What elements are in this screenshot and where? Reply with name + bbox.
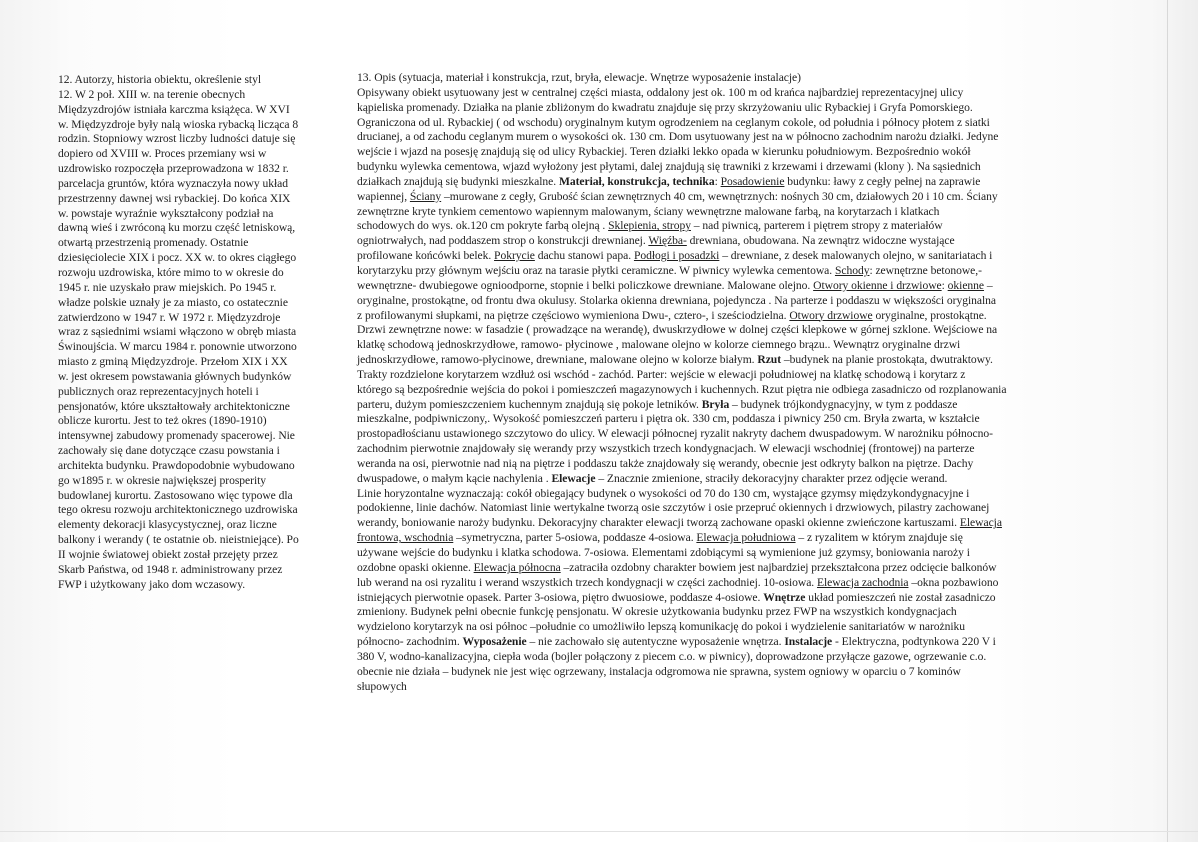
history-text-line: dziesięciolecie XIX i pocz. XX w. to okres ciągłego bbox=[58, 251, 297, 265]
history-text-line: miasto z gminą Międzyzdroje. Przełom XIX i XX bbox=[58, 355, 288, 369]
description-text-line bbox=[357, 516, 1157, 531]
text-segment: mieszkalne, podpiwniczony,. Wysokość pomieszczeń parteru i piętra ok. 330 cm, poddasza i piwnicy 250 cm. Bryła zwarta, w kształcie bbox=[357, 412, 980, 426]
description-text-line bbox=[357, 605, 1157, 620]
underlined-term: Sklepienia, stropy bbox=[608, 219, 691, 233]
text-segment: klatkę schodową jednoskrzydłowe, ramowo- płycinowe , malowane olejno w kolorze ciemnego brązu.. Wewnątrz oryginalne drzwi bbox=[357, 338, 961, 352]
text-segment: ozdobne opaski okienne. bbox=[357, 560, 474, 574]
text-segment: weranda na osi, pierwotnie nad nią na piętrze i poddaszu także znajdowały się werandy, obecnie jest odkryty balkon na piętrze. Dachy bbox=[357, 456, 974, 470]
description-text-line bbox=[357, 398, 1157, 413]
history-text-line: zatwierdzono w 1947 r. W 1972 r. Międzyzdroje bbox=[58, 310, 281, 324]
text-segment: dwuspadowe, o małym kącie nachylenia . bbox=[357, 471, 552, 485]
text-segment: parteru, dużym pomieszczeniem kuchennym znajdują się pokoje letników. bbox=[357, 397, 702, 411]
text-segment: schodowych do wys. ok.120 cm pokryte farbą olejną . bbox=[357, 219, 609, 233]
history-text-line: tego okresu rozwoju architektonicznego uzdrowiska bbox=[58, 503, 298, 517]
history-text-line: zachowały się dane dotyczące czasu powstania i bbox=[58, 444, 280, 458]
text-segment: –zatraciła ozdobny charakter bowiem jest najbardziej przekształcona przez odcięcie balkonów bbox=[560, 560, 997, 574]
history-text-line: otwartą przestrzenią promenady. Ostatnie bbox=[58, 236, 249, 250]
text-segment: budynku: ławy z cegły pełnej na zaprawie bbox=[784, 174, 981, 188]
description-text-line bbox=[357, 219, 1157, 234]
bold-heading: Materiał, konstrukcja, technika bbox=[558, 174, 715, 188]
description-text-line bbox=[357, 487, 1157, 502]
text-segment: podokienne, linie dachów. Natomiast linie wertykalne tworzą osie szczytów i osie przepruć okiennych i drzwiowych, pilastry zachowanej bbox=[357, 501, 990, 515]
description-text-line bbox=[357, 234, 1157, 249]
description-text-line bbox=[357, 71, 1157, 86]
text-segment: : bbox=[941, 278, 948, 292]
history-text-line: uzdrowisko rozpoczęła przeprowadzona w 1832 r. bbox=[58, 162, 289, 176]
text-segment: kąpieliska promenady. Działka na planie zbliżonym do kwadratu znajduje się przy skrzyżowaniu ulic Rybackiej i Gryfa Pomorskiego. bbox=[357, 100, 973, 114]
description-text-line bbox=[357, 368, 1157, 383]
description-text-line bbox=[357, 635, 1157, 650]
bold-heading: Bryła bbox=[701, 397, 730, 411]
description-text-line bbox=[357, 116, 1157, 131]
text-segment: - Elektryczna, podtynkowa 220 V i bbox=[832, 635, 996, 649]
text-segment: z profilowanymi słupkami, na piętrze częściowo wymieniona Dwu-, cztero-, i sześciodzielna. bbox=[357, 308, 790, 322]
underlined-term: Otwory okienne i drzwiowe bbox=[813, 278, 942, 292]
history-text-line: władze polskie uznały je za miasto, co ostatecznie bbox=[58, 295, 288, 309]
history-text-line: intensywnej zabudowy promenady spacerowej. Nie bbox=[58, 429, 295, 443]
description-text-line bbox=[357, 620, 1157, 635]
description-text-line bbox=[357, 279, 1157, 294]
description-text-line bbox=[357, 249, 1157, 264]
text-segment: północno- zachodnim. bbox=[357, 635, 463, 649]
history-text-line: rodzin. Stopniowy wzrost liczby ludności datuje się bbox=[58, 132, 296, 146]
text-segment: wejście i wjazd na posesję znajdują się od ulicy Rybackiej. Teren działki lekko opada w kierunku południowym. Bezpośrednio wokół bbox=[357, 145, 971, 159]
page-edge-right bbox=[1167, 0, 1168, 842]
text-segment: Drzwi zewnętrzne nowe: w fasadzie ( prowadzące na werandę), dwuskrzydłowe w dolnej części klepkowe w górnej szklone. Wejściowe na bbox=[357, 323, 998, 337]
underlined-term: Elewacja północna bbox=[473, 560, 561, 574]
underlined-term: Otwory drzwiowe bbox=[789, 308, 873, 322]
history-text-line: architekta budynku. Prawdopodobnie wybudowano bbox=[58, 458, 295, 472]
history-text-line: pensjonatów, które ukształtowały architektoniczne bbox=[58, 399, 290, 413]
description-text-line bbox=[357, 323, 1157, 338]
text-segment: zmieniony. Budynek pełni obecnie funkcję pensjonatu. W okresie użytkowania budynku przez FWP na wszystkich kondygnacjach bbox=[357, 605, 957, 619]
description-text-line bbox=[357, 427, 1157, 442]
text-segment: drewniana, obudowana. Na zewnątrz widoczne wystające bbox=[686, 234, 955, 248]
description-text-line bbox=[357, 145, 1157, 160]
history-text-line: w. Międzyzdroje były nalą wioska rybacką licząca 8 bbox=[58, 117, 299, 131]
description-text-line bbox=[357, 190, 1157, 205]
bold-heading: Rzut bbox=[757, 353, 782, 367]
underlined-term: Elewacja bbox=[959, 516, 1002, 530]
description-text-line bbox=[357, 546, 1157, 561]
description-text-line bbox=[357, 130, 1157, 145]
text-segment: układ pomieszczeń nie został zasadniczo bbox=[805, 590, 996, 604]
history-text-line: 12. Autorzy, historia obiektu, określenie styl bbox=[58, 73, 262, 86]
history-text-line: rozwoju uzdrowiska, które mimo to w okresie do bbox=[58, 265, 284, 279]
description-text-line bbox=[357, 412, 1157, 427]
text-segment: wewnętrzne- dwubiegowe ognioodporne, stopnie i belki policzkowe drewniane. Malowane olejno. bbox=[357, 278, 814, 292]
text-segment: słupowych bbox=[357, 679, 407, 693]
history-text-line: budowlanej kurortu. Zastosowano więc typowe dla bbox=[58, 488, 293, 502]
text-segment: 13. Opis (sytuacja, materiał i konstrukcja, rzut, bryła, elewacje. Wnętrze wyposażenie instalacje) bbox=[357, 71, 801, 84]
bold-heading: Elewacje bbox=[551, 471, 596, 485]
text-segment: oryginalne, prostokątne, od frontu dwa okulusy. Stolarka okienna drewniana, pojedyncza . Na parterze i poddaszu w większości oryginalna bbox=[357, 293, 996, 307]
description-column bbox=[357, 71, 1157, 694]
description-text-line bbox=[357, 472, 1157, 487]
description-text-line bbox=[357, 680, 1157, 695]
history-text-line: II wojnie światowej obiekt został przejęty przez bbox=[58, 548, 278, 561]
description-text-line bbox=[357, 457, 1157, 472]
history-text-line: 12. W 2 poł. XIII w. na terenie obecnych bbox=[58, 87, 246, 101]
history-column bbox=[58, 73, 358, 593]
page-edge-bottom bbox=[0, 831, 1198, 832]
text-segment: – nie zachowało się autentyczne wyposażenie wnętrza. bbox=[526, 635, 785, 649]
text-segment: wapiennej, bbox=[357, 189, 410, 203]
text-segment: używane wejście do budynku i klatka schodowa. 7-osiowa. Elementami zdobiącymi są wymienione już gzymsy, boniowania naroży i bbox=[357, 546, 970, 559]
history-text-line: oblicze kurortu. Jest to też okres (1890-1910) bbox=[58, 414, 267, 428]
text-segment: Ograniczona od ul. Rybackiej ( od wschodu) oryginalnym kutym ogrodzeniem na ceglanym cokole, od południa i północy płotem z siatki bbox=[357, 115, 990, 129]
description-text-line bbox=[357, 101, 1157, 116]
description-text-line bbox=[357, 205, 1157, 220]
description-text-line bbox=[357, 160, 1157, 175]
text-segment: Linie horyzontalne wyznaczają: cokół obiegający budynek o wysokości od 70 do 130 cm, wystające gzymsy międzykondygnacyjne i bbox=[357, 486, 970, 500]
underlined-term: okienne bbox=[947, 278, 985, 292]
description-text-line bbox=[357, 383, 1157, 398]
description-text-line bbox=[357, 264, 1157, 279]
underlined-term: Elewacja południowa bbox=[696, 531, 796, 545]
description-text-line bbox=[357, 175, 1157, 190]
text-segment: – Znacznie zmienione, straciły dekoracyjny charakter przez odjęcie werand. bbox=[595, 471, 948, 485]
description-text-line bbox=[357, 561, 1157, 576]
description-text-line bbox=[357, 338, 1157, 353]
description-text-line bbox=[357, 531, 1157, 546]
history-text-line: FWP i użytkowany jako dom wczasowy. bbox=[58, 577, 246, 591]
text-segment: jednoskrzydłowe, ramowo-płycinowe, drewniane, malowane olejno w kolorze białym. bbox=[357, 353, 758, 367]
history-text-line: w. jest okresem powstawania głównych budynków bbox=[58, 369, 292, 383]
text-segment: obecnie nie działa – budynek nie jest więc ogrzewany, instalacja odgromowa nie sprawna, system ogniowy w oparciu o 7 kominów bbox=[357, 664, 961, 678]
underlined-term: frontowa, wschodnia bbox=[357, 531, 454, 545]
text-segment: wydzielono korytarzyk na osi północ –południe co umożliwiło lepszą komunikację do pokoi i wydzielenie sanitariatów w narożniku bbox=[357, 620, 966, 634]
history-text-line: wraz z sąsiednimi wsiami włączono w obręb miasta bbox=[58, 325, 297, 339]
history-text-line: dawną wieś i zwróconą ku morzu część letniskową, bbox=[58, 221, 296, 235]
history-text-line: dopiero od XVIII w. Proces przemiany wsi w bbox=[58, 147, 267, 161]
description-text-line bbox=[357, 591, 1157, 606]
bold-heading: Wyposażenie bbox=[462, 635, 527, 649]
underlined-term: Pokrycie bbox=[494, 249, 535, 263]
description-text-line bbox=[357, 576, 1157, 591]
text-segment: : bbox=[714, 174, 721, 188]
description-text-line bbox=[357, 86, 1157, 101]
text-segment: korytarzyku przy głównym wejściu oraz na tarasie płytki ceramiczne. W piwnicy wylewka cementowa. bbox=[357, 263, 835, 277]
history-text-line: publicznych oraz reprezentacyjnych hoteli i bbox=[58, 384, 259, 398]
underlined-term: Posadowienie bbox=[720, 174, 785, 188]
text-segment: ogniotrwałych, nad poddaszem strop o konstrukcji drewnianej. bbox=[357, 234, 649, 248]
description-text-line bbox=[357, 309, 1157, 324]
text-segment: istniejących pierwotnie opasek. Parter 3-osiowa, piętro dwuosiowe, poddasze 4-osiowe. bbox=[357, 590, 764, 604]
text-segment: –okna pozbawiono bbox=[908, 575, 999, 589]
text-segment: oryginalne, prostokątne. bbox=[872, 308, 987, 322]
history-text-line: Skarb Państwa, od 1948 r. administrowany przez bbox=[58, 562, 283, 576]
underlined-term: Schody bbox=[834, 263, 870, 277]
history-text-line: 1945 r. nie uzyskało praw miejskich. Po 1945 r. bbox=[58, 280, 277, 294]
text-segment: dachu stanowi papa. bbox=[534, 249, 634, 263]
underlined-term: Elewacja zachodnia bbox=[816, 575, 909, 589]
text-segment: zewnętrzne kryte tynkiem cementowo wapiennym malowanym, ściany wewnętrzne malowane farbą, na korytarzach i klatkach bbox=[357, 204, 940, 218]
text-segment: zachodnim pierwotnie znajdowały się werandy przy wszystkich trzech kondygnacjach. W elewacji wschodniej (frontowej) na parterze bbox=[357, 442, 975, 456]
description-text-line bbox=[357, 650, 1157, 665]
underlined-term: Ściany bbox=[409, 189, 442, 203]
bold-heading: Wnętrze bbox=[763, 590, 806, 604]
history-text-line: Świnoujścia. W marcu 1984 r. ponownie utworzono bbox=[58, 340, 297, 354]
text-segment: drucianej, a od zachodu ceglanym murem o wysokości ok. 130 cm. Dom usytuowany jest na w północno zachodnim narożu działki. Jedyne bbox=[357, 130, 999, 144]
text-segment: profilowane końcówki belek. bbox=[357, 249, 495, 263]
text-segment: lub werand na osi ryzalitu i werand wszystkich trzech kondygnacji w części zachodniej. 10-osiowa. bbox=[357, 575, 817, 589]
text-segment: którego są bezpośrednie wejścia do pokoi i pomieszczeń magazynowych i kuchennych. Rzut piętra nie odbiega zasadniczo od rozplanowania bbox=[357, 382, 1007, 396]
history-text-line: go w1895 r. w okresie największej prosperity bbox=[58, 473, 267, 487]
history-text-line: balkony i werandy ( te ostatnie ob. nieistniejące). Po bbox=[58, 533, 299, 547]
text-segment: 380 V, wodno-kanalizacyjna, ciepła woda (bojler połączony z piecem c.o. w piwnicy), doprowadzone przyłącze gazowe, ogrzewanie c.o. bbox=[357, 649, 987, 663]
text-segment: Opisywany obiekt usytuowany jest w centralnej części miasta, oddalony jest ok. 100 m od krańca najbardziej reprezentacyjnej ulicy bbox=[357, 85, 964, 99]
description-text-line bbox=[357, 353, 1157, 368]
underlined-term: Więźba- bbox=[648, 234, 687, 248]
text-segment: prostopadłościanu ustawionego szczytowo do ulicy. W elewacji północnej ryzalit nakryty dachem dwuspadowym. W narożniku północno- bbox=[357, 427, 993, 441]
underlined-term: Podłogi i posadzki bbox=[633, 249, 720, 263]
history-text-line: parcelacja gruntów, która wyznaczyła nowy układ bbox=[58, 176, 288, 190]
text-segment: – nad piwnicą, parterem i piętrem stropy z materiałów bbox=[690, 219, 943, 233]
text-segment: – budynek trójkondygnacyjny, w tym z poddasze bbox=[729, 397, 958, 411]
text-segment: budynku wylewka cementowa, wjazd wyłożony jest płytami, dalej znajdują się trawniki z krzewami i drzewami (klony ). Na sąsiednich bbox=[357, 160, 981, 174]
history-text-line: w. powstaje wyraźnie wykształcony podział na bbox=[58, 206, 274, 220]
text-segment: – z ryzalitem w którym znajduje się bbox=[795, 531, 963, 545]
text-segment: Trakty rozdzielone korytarzem wzdłuż osi wschód - zachód. Parter: wejście w elewacji południowej na klatkę schodową i korytarz z bbox=[357, 367, 966, 381]
history-text-line: elementy dekoracji klasycystycznej, oraz liczne bbox=[58, 518, 277, 532]
text-segment: –budynek na planie prostokąta, dwutraktowy. bbox=[781, 353, 993, 367]
text-segment: –murowane z cegły, Grubość ścian zewnętrznych 40 cm, wewnętrznych: nośnych 30 cm, działowych 20 i 10 cm. Ściany bbox=[441, 189, 998, 203]
description-text-line bbox=[357, 501, 1157, 516]
text-segment: działkach znajdują się budynki mieszkalne. bbox=[357, 174, 559, 188]
history-text-line: Międzyzdrojów istniała karczma książęca. W XVI bbox=[58, 102, 290, 116]
text-segment: –symetryczna, parter 5-osiowa, poddasze 4-osiowa. bbox=[453, 531, 697, 545]
text-segment: – drewniane, z desek malowanych olejno, w sanitariatach i bbox=[719, 249, 993, 263]
description-text-line bbox=[357, 294, 1157, 309]
text-segment: – bbox=[984, 278, 993, 292]
history-text-line: przestrzenny dawnej wsi rybackiej. Do końca XIX bbox=[58, 191, 291, 205]
description-text-line bbox=[357, 442, 1157, 457]
text-segment: werandy, boniowanie naroży budynku. Dekoracyjny charakter elewacji tworzą zachowane opaski okienne zwieńczone kartuszami. bbox=[357, 516, 960, 530]
bold-heading: Instalacje bbox=[784, 635, 833, 649]
description-text-line bbox=[357, 665, 1157, 680]
text-segment: : zewnętrzne betonowe,- bbox=[869, 263, 982, 277]
